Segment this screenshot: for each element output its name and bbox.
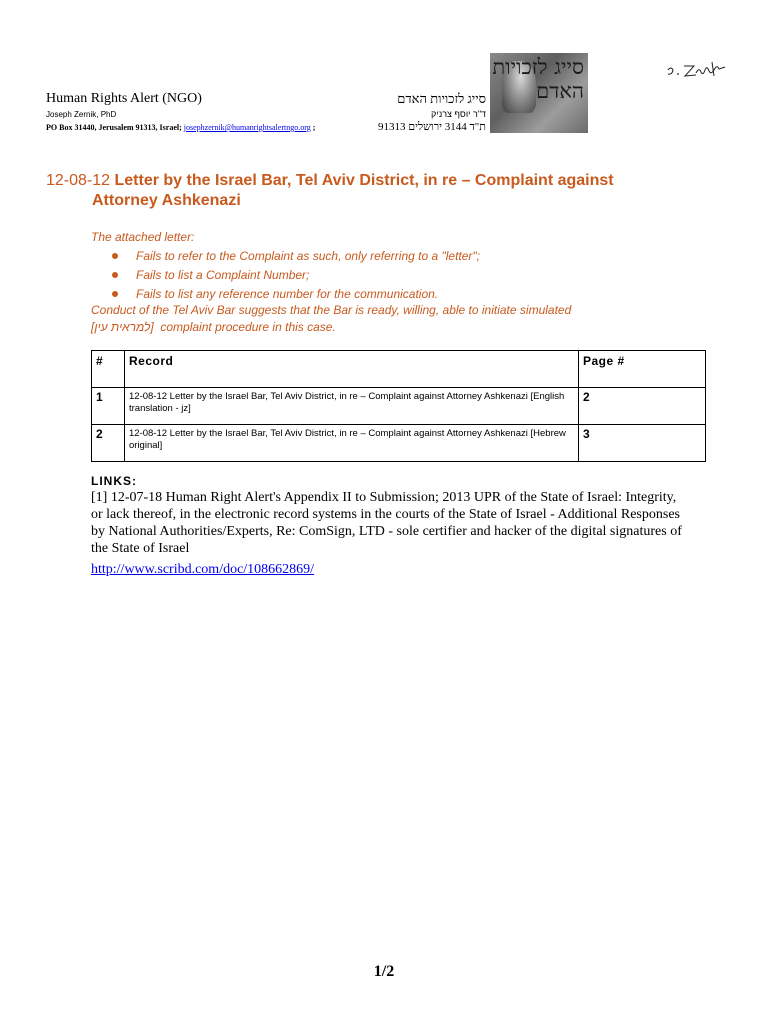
col-header-record: Record [125, 351, 579, 388]
title-date: 12-08-12 [46, 172, 111, 189]
intro-lead: The attached letter: [91, 230, 195, 244]
links-item-1: [1] 12-07-18 Human Right Alert's Appendix II to Submission; 2013 UPR of the State of Israel: Integrity, or lack thereof, in the electronic record systems in the courts of the State of Israel - Additional Responses by National Authorities/Experts, Re: ComSign, LTD - sole certifier and hacker of the digital signatures of the State of Israel [91, 490, 682, 556]
document-title [46, 171, 686, 211]
table-row [92, 425, 706, 462]
page-number: 1/2 [373, 963, 395, 980]
row-num: 2 [92, 425, 125, 462]
intro-bullet-list [112, 247, 480, 304]
row-record: 12-08-12 Letter by the Israel Bar, Tel Aviv District, in re – Complaint against Attorney Ashkenazi [English translation - jz] [125, 388, 579, 425]
list-item [112, 247, 480, 266]
links-heading: LINKS: [91, 474, 137, 488]
bullet-icon [112, 253, 118, 259]
org-address-tail: ; [310, 123, 316, 132]
bullet-icon [112, 291, 118, 297]
org-person: Joseph Zernik, PhD [46, 110, 117, 119]
bullet-text: Fails to list any reference number for the communication. [136, 287, 439, 301]
email-link[interactable]: josephzernik@humanrightsalertngo.org [183, 123, 311, 132]
title-line2: Attorney Ashkenazi [92, 192, 241, 209]
org-address-text: PO Box 31440, Jerusalem 91313, Israel; [46, 123, 182, 132]
col-header-num: # [92, 351, 125, 388]
hebrew-person: ד"ר יוסף צרניק [431, 109, 486, 119]
signature-icon [664, 58, 730, 80]
list-item [112, 266, 480, 285]
bullet-icon [112, 272, 118, 278]
org-address [46, 123, 315, 132]
scribd-link[interactable]: http://www.scribd.com/doc/108662869/ [91, 562, 315, 577]
row-page: 3 [579, 425, 706, 462]
hebrew-org-name: סייג לזכויות האדם [397, 91, 486, 106]
row-page: 2 [579, 388, 706, 425]
conduct-paragraph [91, 302, 711, 336]
records-table [91, 350, 706, 462]
org-name: Human Rights Alert (NGO) [46, 91, 202, 106]
row-num: 1 [92, 388, 125, 425]
bullet-text: Fails to list a Complaint Number; [136, 268, 310, 282]
col-header-page: Page # [579, 351, 706, 388]
org-logo [490, 53, 588, 133]
conduct-line1: Conduct of the Tel Aviv Bar suggests that the Bar is ready, willing, able to initiate simulated [91, 303, 572, 317]
row-record: 12-08-12 Letter by the Israel Bar, Tel Aviv District, in re – Complaint against Attorney Ashkenazi [Hebrew original] [125, 425, 579, 462]
conduct-hebrew: [למראית עין] [91, 320, 154, 334]
conduct-line2: complaint procedure in this case. [153, 320, 336, 334]
table-row [92, 388, 706, 425]
table-header-row [92, 351, 706, 388]
hebrew-address: ת"ד 3144 ירושלים 91313 [377, 121, 486, 133]
bullet-text: Fails to refer to the Complaint as such, only referring to a "letter"; [136, 249, 481, 263]
logo-text: סייג לזכויות האדם [492, 55, 584, 103]
title-line1: Letter by the Israel Bar, Tel Aviv District, in re – Complaint against [114, 172, 614, 189]
